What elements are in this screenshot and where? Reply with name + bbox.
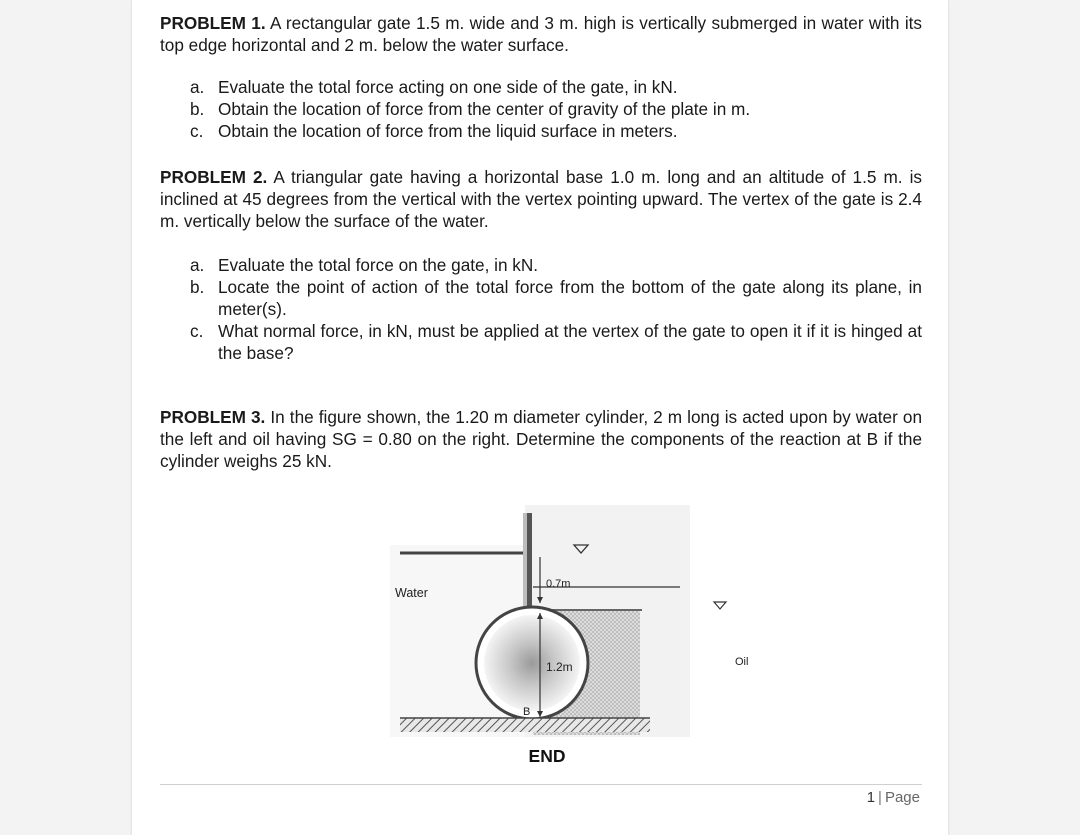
problem-1-item-a [190,76,922,98]
problem-2-title: PROBLEM 2. [160,167,268,187]
footer-divider [160,784,922,785]
page-word: Page [884,789,920,806]
ground [400,718,650,732]
problem-2-item-a [190,254,922,276]
problem-3-title: PROBLEM 3. [160,407,266,427]
problem-1-title: PROBLEM 1. [160,13,266,33]
problem-3-statement [160,406,922,472]
problem-1-text: A rectangular gate 1.5 m. wide and 3 m. high is vertically submerged in water with its top edge horizontal and 2 m. below the water surface. [160,13,923,55]
dim-top-label: 0.7m [546,578,571,590]
item-marker: a. [190,255,205,275]
item-marker: c. [190,321,204,341]
document-page [132,0,948,835]
page-number-separator: | [878,789,882,806]
problem-1-statement [160,12,922,56]
item-text: Obtain the location of force from the center of gravity of the plate in m. [218,99,751,119]
item-marker: a. [190,77,205,97]
problem-2-item-c [190,320,922,364]
document-content [160,12,922,472]
problem-3-text: In the figure shown, the 1.20 m diameter cylinder, 2 m long is acted upon by water on the left and oil having SG = 0.80 on the right. Determine the components of the reaction at B if the cylinder weighs 25 kN. [160,407,923,471]
divider-wall [527,513,532,613]
cylinder-diagram [390,505,749,743]
cylinder-figure [390,505,749,743]
end-label: END [528,746,566,766]
divider-wall-hatch [523,513,527,609]
oil-label: Oil [735,656,749,668]
water-label: Water [395,586,428,600]
problem-1-items [160,76,922,142]
item-text: Evaluate the total force on the gate, in kN. [218,255,539,275]
problem-2-items [160,254,922,364]
point-b-label: B [523,706,531,718]
item-marker: c. [190,121,204,141]
item-text: What normal force, in kN, must be applied at the vertex of the gate to open it if it is hinged at the base? [218,321,922,363]
item-marker: b. [190,99,205,119]
problem-2-item-b [190,276,922,320]
problem-1-item-b [190,98,922,120]
dim-side-label: 1.2m [546,660,573,674]
item-text: Locate the point of action of the total force from the bottom of the gate along its plane, in meter(s). [218,277,922,319]
page-number [867,789,920,806]
problem-2-text: A triangular gate having a horizontal base 1.0 m. long and an altitude of 1.5 m. is inclined at 45 degrees from the vertical with the vertex pointing upward. The vertex of the gate is 2.4 m. vertically below the surface of the water. [160,167,923,231]
item-marker: b. [190,277,205,297]
page-number-value: 1 [866,789,876,806]
item-text: Obtain the location of force from the liquid surface in meters. [218,121,678,141]
problem-2-statement [160,166,922,232]
oil-surface-marker [714,602,726,609]
item-text: Evaluate the total force acting on one side of the gate, in kN. [218,77,678,97]
problem-1-item-c [190,120,922,142]
